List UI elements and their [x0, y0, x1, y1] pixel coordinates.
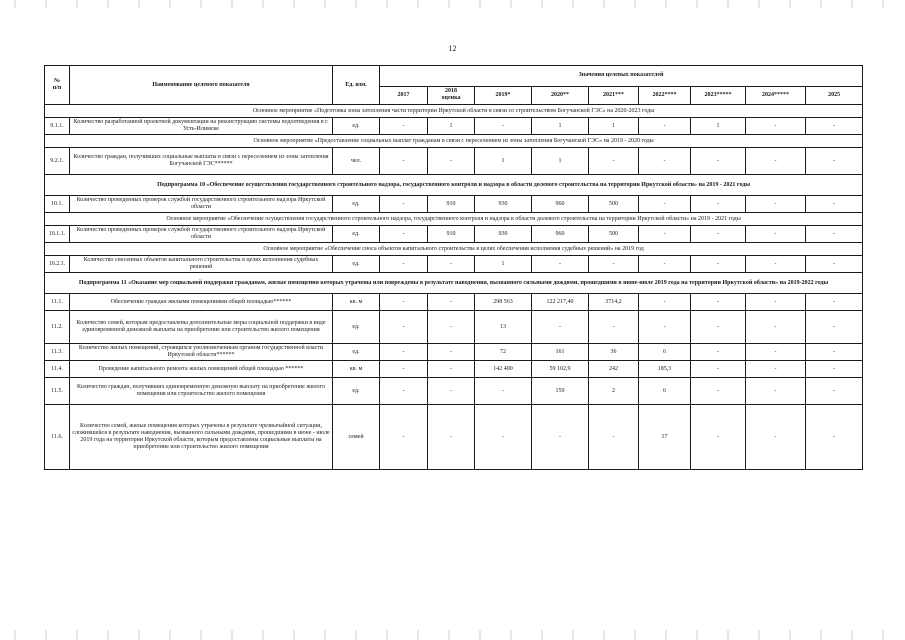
value-cell: -	[380, 378, 428, 405]
header-year: 2023*****	[691, 86, 746, 104]
value-cell: -	[380, 344, 428, 361]
value-cell: 1	[691, 118, 746, 135]
row-number: 10.1.1.	[45, 226, 70, 243]
value-cell: 59 102,9	[532, 361, 589, 378]
scan-edge-top	[0, 0, 905, 8]
indicator-name: Обеспечение граждан жилыми помещениями общей площадью******	[70, 294, 333, 311]
value-cell: -	[532, 405, 589, 470]
unit-cell: ед.	[333, 344, 380, 361]
value-cell: 72	[475, 344, 532, 361]
value-cell: -	[691, 256, 746, 273]
value-cell: -	[691, 311, 746, 344]
value-cell: 1	[475, 256, 532, 273]
value-cell: -	[589, 405, 639, 470]
header-year: 2024*****	[746, 86, 806, 104]
value-cell: 242	[589, 361, 639, 378]
indicator-name: Количество жилых помещений, строящихся уполномоченным органом государственной власти Иркутской области******	[70, 344, 333, 361]
value-cell: -	[746, 226, 806, 243]
unit-cell: кв. м	[333, 361, 380, 378]
value-cell: -	[428, 378, 475, 405]
value-cell: 1	[532, 118, 589, 135]
value-cell: -	[746, 378, 806, 405]
value-cell: -	[380, 361, 428, 378]
table-row	[45, 256, 863, 273]
value-cell: -	[691, 378, 746, 405]
value-cell: 910	[428, 226, 475, 243]
value-cell: -	[746, 344, 806, 361]
value-cell: -	[428, 405, 475, 470]
header-num: № п/п	[45, 66, 70, 105]
value-cell: -	[806, 378, 863, 405]
table-row	[45, 361, 863, 378]
indicators-table	[44, 65, 863, 470]
value-cell: 161	[532, 344, 589, 361]
row-number: 11.4.	[45, 361, 70, 378]
section-row	[45, 213, 863, 226]
value-cell: -	[691, 405, 746, 470]
subprogram-row	[45, 175, 863, 196]
value-cell: -	[746, 361, 806, 378]
value-cell: -	[380, 405, 428, 470]
unit-cell: ед.	[333, 311, 380, 344]
value-cell: -	[746, 148, 806, 175]
value-cell: 6	[639, 378, 691, 405]
unit-cell: кв. м	[333, 294, 380, 311]
value-cell: -	[746, 294, 806, 311]
value-cell: -	[428, 311, 475, 344]
value-cell: 13	[475, 311, 532, 344]
table-row	[45, 378, 863, 405]
value-cell: 36	[589, 344, 639, 361]
value-cell: -	[639, 196, 691, 213]
row-number: 11.2.	[45, 311, 70, 344]
unit-cell: ед.	[333, 226, 380, 243]
value-cell: -	[532, 311, 589, 344]
value-cell: -	[691, 361, 746, 378]
value-cell: -	[691, 148, 746, 175]
value-cell: 1	[428, 118, 475, 135]
header-year: 2020**	[532, 86, 589, 104]
row-number: 9.2.1.	[45, 148, 70, 175]
subprogram-title: Подпрограмма 11 «Оказание мер социальной поддержки гражданам, жилые помещения которых утрачены или повреждены в результате наводнения, вызванного сильными дождями, прошедшими в июне-июле 2019 года на территории Иркутской области» на 2019-2022 годы	[45, 273, 863, 294]
row-number: 11.3.	[45, 344, 70, 361]
value-cell: -	[532, 256, 589, 273]
value-cell: -	[639, 118, 691, 135]
indicator-name: Количество разработанной проектной документации на реконструкцию системы водоотведения в г. Усть-Илимске	[70, 118, 333, 135]
indicator-name: Количество проведенных проверок службой государственного строительного надзора Иркутской области	[70, 226, 333, 243]
value-cell: -	[806, 311, 863, 344]
value-cell: -	[639, 311, 691, 344]
value-cell: -	[806, 148, 863, 175]
section-row	[45, 243, 863, 256]
value-cell: -	[639, 256, 691, 273]
value-cell: -	[428, 256, 475, 273]
value-cell: 500	[589, 196, 639, 213]
table-row	[45, 311, 863, 344]
unit-cell: ед.	[333, 118, 380, 135]
table-row	[45, 118, 863, 135]
value-cell: 159	[532, 378, 589, 405]
value-cell: -	[746, 196, 806, 213]
indicator-name: Количество граждан, получивших социальные выплаты в связи с переселением из зоны затопления Богучанской ГЭС******	[70, 148, 333, 175]
value-cell: -	[806, 196, 863, 213]
unit-cell: ед.	[333, 256, 380, 273]
value-cell: 1	[589, 118, 639, 135]
header-year: 2022****	[639, 86, 691, 104]
value-cell: -	[380, 294, 428, 311]
value-cell: -	[380, 256, 428, 273]
value-cell: 910	[428, 196, 475, 213]
value-cell: -	[380, 118, 428, 135]
value-cell: 185,3	[639, 361, 691, 378]
value-cell: 930	[475, 196, 532, 213]
section-row	[45, 105, 863, 118]
header-year: 2017	[380, 86, 428, 104]
scan-edge-bottom	[0, 630, 905, 640]
value-cell: -	[428, 344, 475, 361]
row-number: 10.1.	[45, 196, 70, 213]
row-number: 11.5.	[45, 378, 70, 405]
value-cell: 960	[532, 196, 589, 213]
header-year: 2018 оценка	[428, 86, 475, 104]
value-cell: -	[691, 196, 746, 213]
unit-cell: чел.	[333, 148, 380, 175]
value-cell: 2	[589, 378, 639, 405]
value-cell: 500	[589, 226, 639, 243]
value-cell: -	[806, 361, 863, 378]
value-cell: -	[380, 226, 428, 243]
value-cell: -	[746, 256, 806, 273]
table-row	[45, 294, 863, 311]
indicator-name: Количество снесенных объектов капитального строительства в целях исполнения судебных решений	[70, 256, 333, 273]
value-cell: -	[475, 405, 532, 470]
value-cell: 1	[532, 148, 589, 175]
value-cell: 3714,2	[589, 294, 639, 311]
header-year: 2021***	[589, 86, 639, 104]
value-cell: -	[746, 405, 806, 470]
section-title: Основное мероприятие «Обеспечение осуществления государственного строительного надзора, государственного контроля и надзора в области долевого строительства на территории Иркутской области» на 2019 - 2021 годы	[45, 213, 863, 226]
value-cell: -	[380, 196, 428, 213]
indicator-name: Количество семей, жилые помещения которых утрачены в результате чрезвычайной ситуации, сложившейся в результате наводнения, вызванного сильными дождями, прошедшими в июне - июле 2019 года на территории Иркутской области, которым предоставлены социальные выплаты на приобретение или строительство жилого помещения	[70, 405, 333, 470]
value-cell: 298 563	[475, 294, 532, 311]
value-cell: -	[589, 148, 639, 175]
row-number: 9.1.1.	[45, 118, 70, 135]
section-row	[45, 135, 863, 148]
value-cell: -	[806, 344, 863, 361]
value-cell: -	[428, 294, 475, 311]
value-cell: 1	[475, 148, 532, 175]
unit-cell: семей	[333, 405, 380, 470]
value-cell: 17	[639, 405, 691, 470]
page-number: 12	[448, 44, 457, 53]
row-number: 10.2.1.	[45, 256, 70, 273]
row-number: 11.1.	[45, 294, 70, 311]
header-year: 2025	[806, 86, 863, 104]
table-row	[45, 344, 863, 361]
table-row	[45, 226, 863, 243]
indicator-name: Количество проведенных проверок службой государственного строительного надзора Иркутской области	[70, 196, 333, 213]
value-cell: -	[589, 311, 639, 344]
value-cell: 142 400	[475, 361, 532, 378]
value-cell: -	[475, 118, 532, 135]
value-cell: -	[806, 118, 863, 135]
header-unit: Ед. изм.	[333, 66, 380, 105]
value-cell: -	[589, 256, 639, 273]
value-cell: -	[428, 361, 475, 378]
table-row	[45, 405, 863, 470]
subprogram-row	[45, 273, 863, 294]
value-cell: -	[691, 226, 746, 243]
subprogram-title: Подпрограмма 10 «Обеспечение осуществления государственного строительного надзора, государственного контроля и надзора в области долевого строительства на территории Иркутской области» на 2019 - 2021 годы	[45, 175, 863, 196]
value-cell: -	[806, 226, 863, 243]
value-cell: -	[691, 294, 746, 311]
header-name: Наименование целевого показателя	[70, 66, 333, 105]
value-cell: -	[806, 294, 863, 311]
value-cell: -	[639, 148, 691, 175]
value-cell: -	[691, 344, 746, 361]
value-cell: 122 217,40	[532, 294, 589, 311]
unit-cell: ед.	[333, 378, 380, 405]
unit-cell: ед.	[333, 196, 380, 213]
header-values-title: Значения целевых показателей	[380, 66, 863, 87]
value-cell: -	[746, 118, 806, 135]
section-title: Основное мероприятие «Предоставление социальных выплат гражданам в связи с переселением из зоны затопления Богучанской ГЭС» на 2019 - 2020 годы	[45, 135, 863, 148]
value-cell: 930	[475, 226, 532, 243]
table-row	[45, 148, 863, 175]
indicator-name: Количество граждан, получивших единовременную денежную выплату на приобретение жилого помещения или строительство жилого помещения	[70, 378, 333, 405]
section-title: Основное мероприятие «Обеспечение сноса объектов капитального строительства в целях обеспечения исполнения судебных решений» на 2019 год	[45, 243, 863, 256]
value-cell: -	[746, 311, 806, 344]
value-cell: -	[475, 378, 532, 405]
value-cell: -	[380, 311, 428, 344]
header-year: 2019*	[475, 86, 532, 104]
value-cell: -	[380, 148, 428, 175]
indicator-name: Количество семей, которым предоставлены дополнительные меры социальной поддержки в виде единовременной денежной выплаты на приобретение или строительство жилого помещения	[70, 311, 333, 344]
indicator-name: Проведение капитального ремонта жилых помещений общей площадью ******	[70, 361, 333, 378]
section-title: Основное мероприятие «Подготовка зоны затопления части территории Иркутской области в связи со строительством Богучанской ГЭС» на 2020-2023 годы	[45, 105, 863, 118]
value-cell: -	[428, 148, 475, 175]
value-cell: -	[806, 405, 863, 470]
table-row	[45, 196, 863, 213]
value-cell: 960	[532, 226, 589, 243]
value-cell: 6	[639, 344, 691, 361]
value-cell: -	[639, 294, 691, 311]
value-cell: -	[806, 256, 863, 273]
value-cell: -	[639, 226, 691, 243]
row-number: 11.6.	[45, 405, 70, 470]
